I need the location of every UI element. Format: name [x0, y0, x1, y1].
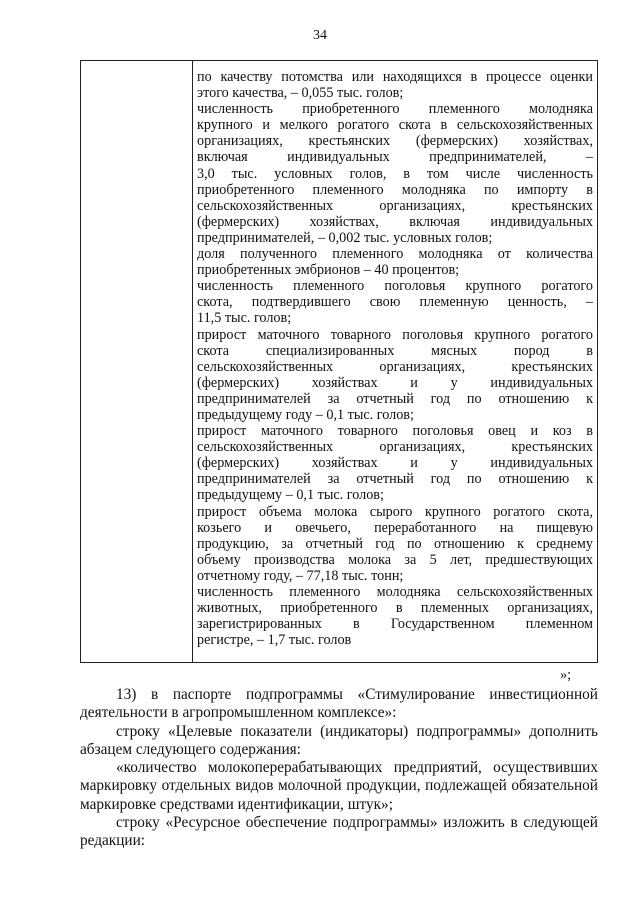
text-line: деятельности в агропромышленном комплексе»:: [80, 704, 397, 722]
text-line: по качеству потомства или находящихся в процессе оценки: [197, 69, 593, 85]
text-line: сельскохозяйственных организациях, крестьянских: [197, 197, 593, 214]
text-line: 11,5 тыс. голов;: [197, 310, 292, 327]
text-line: объему производства молока за 5 лет, предшествующих: [197, 551, 593, 568]
text-line: маркировку отдельных видов молочной продукции, подлежащей обязательной: [80, 777, 598, 795]
text-line: «количество молокоперерабатывающих предприятий, осуществивших: [116, 759, 598, 777]
page-number: 34: [313, 28, 327, 43]
table-indicators-cell: [194, 61, 597, 662]
closing-quote: »;: [560, 667, 572, 683]
passport-table: [80, 60, 598, 663]
text-line: маркировке средствами идентификации, штук»;: [80, 795, 393, 813]
text-line: (фермерских) хозяйствах и у индивидуальных: [197, 455, 593, 472]
text-line: продукцию, за отчетный год по отношению к среднему: [197, 535, 593, 552]
text-line: скота, подтвердившего свою племенную ценность, –: [197, 294, 593, 311]
text-line: включая индивидуальных предпринимателей, –: [197, 149, 593, 166]
table-column-divider: [192, 61, 193, 662]
text-line: 13) в паспорте подпрограммы «Стимулирование инвестиционной: [116, 686, 598, 703]
text-line: организациях, крестьянских (фермерских) хозяйствах,: [197, 133, 593, 150]
text-line: отчетному году, – 77,18 тыс. тонн;: [197, 567, 404, 584]
text-line: абзацем следующего содержания:: [80, 740, 301, 758]
text-line: этого качества, – 0,055 тыс. голов;: [197, 85, 404, 102]
text-line: прирост маточного товарного поголовья овец и коз в: [197, 423, 593, 440]
text-line: козьего и овечьего, переработанного на пищевую: [197, 519, 593, 536]
text-line: предыдущему году – 0,1 тыс. голов;: [197, 406, 414, 423]
text-line: сельскохозяйственных организациях, крестьянских: [197, 439, 593, 456]
text-line: предпринимателей, – 0,002 тыс. условных голов;: [197, 229, 493, 246]
text-line: (фермерских) хозяйствах, включая индивидуальных: [197, 213, 593, 230]
text-line: предпринимателей за отчетный год по отношению к: [197, 471, 593, 488]
text-line: численность племенного поголовья крупного рогатого: [197, 278, 593, 295]
text-line: строку «Ресурсное обеспечение подпрограммы» изложить в следующей: [116, 814, 598, 832]
text-line: регистре, – 1,7 тыс. голов: [197, 632, 352, 649]
text-line: редакции:: [80, 832, 146, 850]
text-line: приобретенных эмбрионов – 40 процентов;: [197, 262, 460, 279]
text-line: доля полученного племенного молодняка от количества: [197, 246, 593, 263]
text-line: предпринимателей за отчетный год по отношению к: [197, 390, 593, 407]
text-line: крупного и мелкого рогатого скота в сельскохозяйственных: [197, 117, 593, 134]
text-line: скота специализированных мясных пород в: [197, 342, 593, 359]
text-line: численность племенного молодняка сельскохозяйственных: [197, 584, 593, 600]
text-line: приобретенного племенного молодняка по импорту в: [197, 181, 593, 198]
text-line: зарегистрированных в Государственном племенном: [197, 616, 593, 633]
text-line: 3,0 тыс. условных голов, в том числе численность: [197, 165, 593, 182]
text-line: предыдущему – 0,1 тыс. голов;: [197, 487, 384, 504]
text-line: строку «Целевые показатели (индикаторы) подпрограммы» дополнить: [116, 722, 598, 740]
text-line: сельскохозяйственных организациях, крестьянских: [197, 358, 593, 375]
text-line: прирост объема молока сырого крупного рогатого скота,: [197, 503, 593, 520]
text-line: (фермерских) хозяйствах и у индивидуальных: [197, 374, 593, 391]
amendment-text: [80, 686, 598, 851]
text-line: численность приобретенного племенного молодняка: [197, 101, 593, 118]
text-line: прирост маточного товарного поголовья крупного рогатого: [197, 326, 593, 343]
text-line: животных, приобретенного в племенных организациях,: [197, 600, 593, 617]
